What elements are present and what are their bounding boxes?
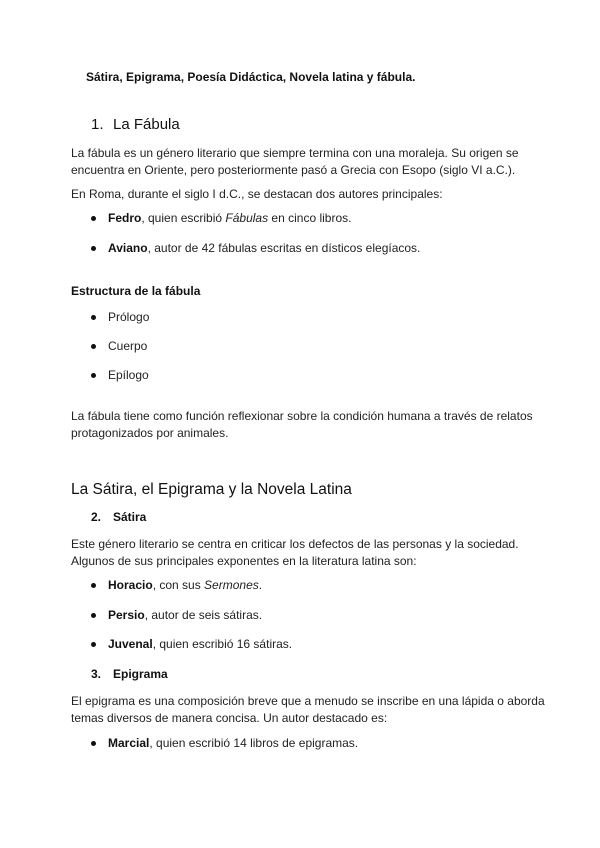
paragraph-satira [71,536,519,570]
bullet-dot [91,613,96,618]
section-heading-satira-epigrama-novela: La Sátira, el Epigrama y la Novela Latina [71,481,352,498]
work-title: Sermones [204,578,259,592]
list-item-aviano [108,241,420,255]
list-item-structure: Epílogo [108,368,149,382]
list-item-horacio [108,578,262,592]
paragraph-line: protagonizados por animales. [71,426,229,440]
bullet-dot [91,373,96,378]
author-text: , autor de seis sátiras. [144,608,263,622]
paragraph-line: encuentra en Oriente, pero posteriormente pasó a Grecia con Esopo (siglo VI a.C.). [71,163,516,177]
author-name: Marcial [108,736,150,750]
paragraph-line: Algunos de sus principales exponentes en la literatura latina son: [71,554,417,568]
paragraph-line: Este género literario se centra en criticar los defectos de las personas y la sociedad. [71,537,519,551]
paragraph-line: La fábula es un género literario que siempre termina con una moraleja. Su origen se [71,146,519,160]
bullet-dot [91,344,96,349]
author-name: Aviano [108,241,148,255]
work-title: Fábulas [225,211,269,225]
heading-number: 1. [91,116,104,133]
document-title: Sátira, Epigrama, Poesía Didáctica, Novela latina y fábula. [86,70,416,84]
author-text: en cinco libros. [268,211,352,225]
heading-text: Epigrama [113,667,168,681]
author-text: , con sus [152,578,205,592]
author-name: Horacio [108,578,153,592]
subheading-estructura: Estructura de la fábula [71,284,201,298]
author-name: Juvenal [108,637,153,651]
list-item-persio [108,608,262,622]
bullet-dot [91,583,96,588]
heading-text: Sátira [113,510,147,524]
bullet-dot [91,216,96,221]
subheading-satira [91,510,146,524]
author-text: . [258,578,263,592]
author-name: Fedro [108,211,142,225]
list-item-structure: Cuerpo [108,339,148,353]
section-heading-fabula [91,116,180,133]
bullet-dot [91,315,96,320]
author-text: , quien escribió [141,211,226,225]
list-item-structure: Prólogo [108,310,150,324]
paragraph-fabula-funcion [71,408,533,442]
paragraph-line: El epigrama es una composición breve que a menudo se inscribe en una lápida o aborda [71,694,545,708]
heading-number: 2. [91,510,102,524]
bullet-dot [91,741,96,746]
list-item-fedro [108,211,351,225]
paragraph-fabula-roma: En Roma, durante el siglo I d.C., se destacan dos autores principales: [71,187,443,201]
list-item-juvenal [108,637,292,651]
author-text: , quien escribió 16 sátiras. [152,637,293,651]
subheading-epigrama [91,667,168,681]
heading-number: 3. [91,667,102,681]
heading-text: La Fábula [113,116,180,133]
paragraph-fabula-intro [71,145,519,179]
author-name: Persio [108,608,145,622]
list-item-marcial [108,736,358,750]
paragraph-line: La fábula tiene como función reflexionar sobre la condición humana a través de relatos [71,409,533,423]
author-text: , quien escribió 14 libros de epigramas. [149,736,359,750]
bullet-dot [91,642,96,647]
paragraph-line: temas diversos de manera concisa. Un autor destacado es: [71,711,388,725]
paragraph-epigrama [71,693,545,727]
author-text: , autor de 42 fábulas escritas en dísticos elegíacos. [147,241,421,255]
bullet-dot [91,246,96,251]
